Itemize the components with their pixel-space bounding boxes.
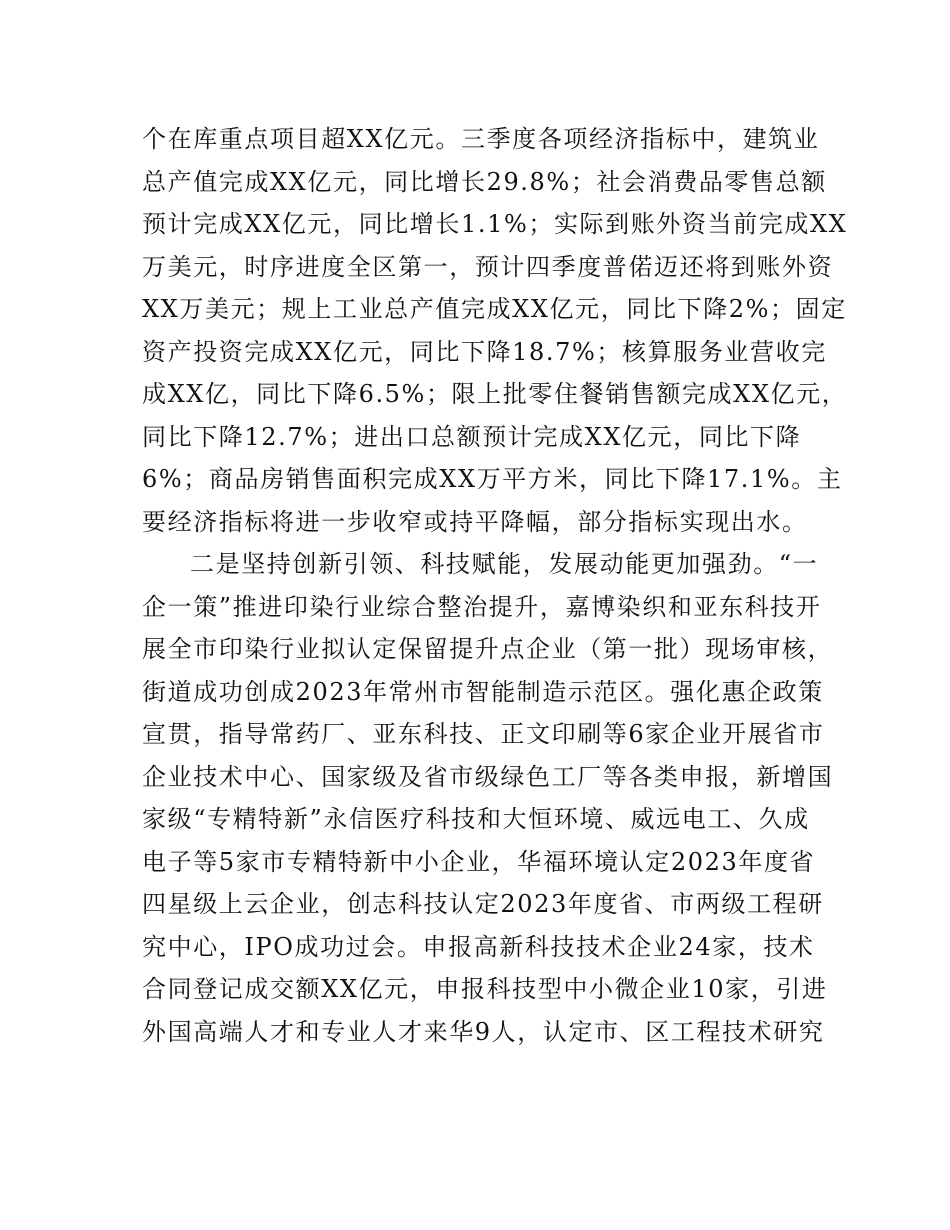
paragraph-start-line: 二是坚持创新引领、科技赋能，发展动能更加强劲。“一 xyxy=(190,550,819,578)
text-line: 四星级上云企业，创志科技认定2023年度省、市两级工程研 xyxy=(142,890,824,918)
text-line: 街道成功创成2023年常州市智能制造示范区。强化惠企政策 xyxy=(142,677,824,706)
text-line: 外国高端人才和专业人才来华9人，认定市、区工程技术研究 xyxy=(142,1017,825,1046)
text-line: 成XX亿，同比下降6.5%；限上批零住餐销售额完成XX亿元， xyxy=(142,380,848,408)
text-line: 展全市印染行业拟认定保留提升点企业（第一批）现场审核， xyxy=(142,635,834,663)
text-line: 万美元，时序进度全区第一，预计四季度普偌迈还将到账外资 xyxy=(142,252,834,281)
text-line: 6%；商品房销售面积完成XX万平方米，同比下降17.1%。主 xyxy=(142,465,843,493)
text-line: 电子等5家市专精特新中小企业，华福环境认定2023年度省 xyxy=(142,847,816,876)
text-line: 究中心，IPO成功过会。申报高新科技技术企业24家，技术 xyxy=(142,932,815,961)
text-line: XX万美元；规上工业总产值完成XX亿元，同比下降2%；固定 xyxy=(142,295,847,323)
text-line: 宣贯，指导常药厂、亚东科技、正文印刷等6家企业开展省市 xyxy=(142,720,825,748)
text-line: 家级“专精特新”永信医疗科技和大恒环境、威远电工、久成 xyxy=(142,805,810,833)
text-line: 企一策”推进印染行业综合整治提升，嘉博染织和亚东科技开 xyxy=(142,592,822,621)
text-line: 个在库重点项目超XX亿元。三季度各项经济指标中，建筑业 xyxy=(142,125,820,153)
text-line: 资产投资完成XX亿元，同比下降18.7%；核算服务业营收完 xyxy=(142,337,827,366)
text-line: 总产值完成XX亿元，同比增长29.8%；社会消费品零售总额 xyxy=(142,167,827,196)
text-line: 要经济指标将进一步收窄或持平降幅，部分指标实现出水。 xyxy=(142,507,808,536)
document-body xyxy=(142,118,848,1053)
text-line: 同比下降12.7%；进出口总额预计完成XX亿元，同比下降 xyxy=(142,422,802,451)
text-line: 企业技术中心、国家级及省市级绿色工厂等各类申报，新增国 xyxy=(142,762,834,791)
text-line: 预计完成XX亿元，同比增长1.1%；实际到账外资当前完成XX xyxy=(142,210,848,238)
text-line: 合同登记成交额XX亿元，申报科技型中小微企业10家，引进 xyxy=(142,975,828,1003)
